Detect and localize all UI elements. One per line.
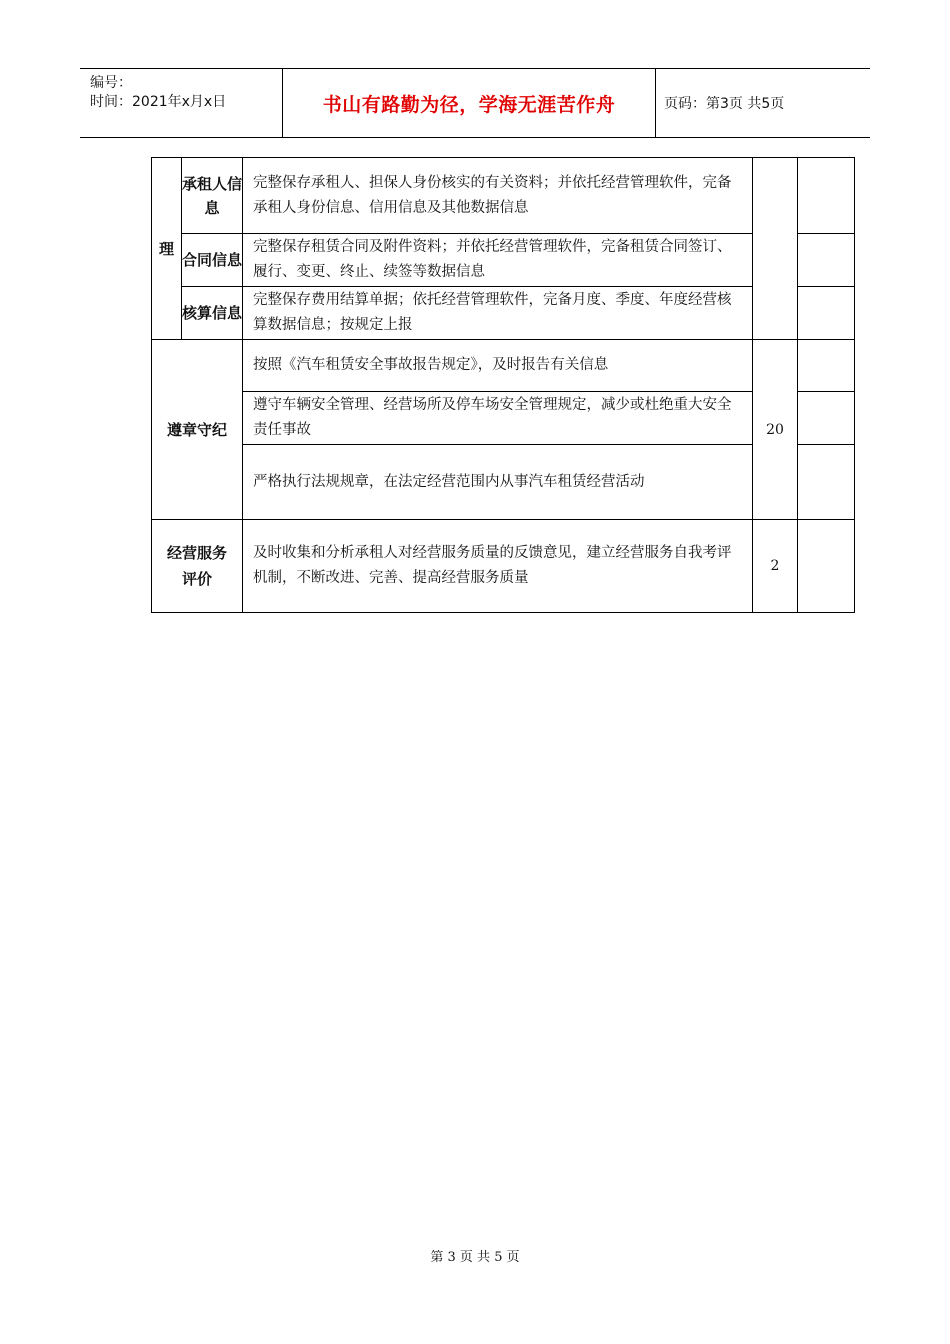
subcategory-cell: 核算信息 bbox=[182, 287, 243, 340]
page-header bbox=[80, 68, 870, 138]
subcategory-cell: 合同信息 bbox=[182, 234, 243, 287]
description-cell: 完整保存租赁合同及附件资料；并依托经营管理软件，完备租赁合同签订、履行、变更、终止、续签等数据信息 bbox=[243, 234, 753, 287]
description-cell: 完整保存费用结算单据；依托经营管理软件，完备月度、季度、年度经营核算数据信息；按规定上报 bbox=[243, 287, 753, 340]
result-cell bbox=[798, 520, 855, 613]
result-cell bbox=[798, 287, 855, 340]
table-row bbox=[152, 340, 855, 392]
result-cell bbox=[798, 340, 855, 392]
result-cell bbox=[798, 445, 855, 520]
category-cell: 理 bbox=[152, 158, 182, 340]
table-row bbox=[152, 520, 855, 613]
result-cell bbox=[798, 158, 855, 234]
header-page-cell bbox=[656, 69, 870, 137]
category-cell: 经营服务评价 bbox=[152, 520, 243, 613]
description-cell: 及时收集和分析承租人对经营服务质量的反馈意见，建立经营服务自我考评机制，不断改进、完善、提高经营服务质量 bbox=[243, 520, 753, 613]
description-cell: 遵守车辆安全管理、经营场所及停车场安全管理规定，减少或杜绝重大安全责任事故 bbox=[243, 392, 753, 445]
assessment-table bbox=[151, 157, 855, 613]
time-label: 时间：2021年x月x日 bbox=[90, 94, 227, 110]
table-row bbox=[152, 445, 855, 520]
header-motto-cell bbox=[282, 69, 656, 137]
header-meta bbox=[80, 69, 282, 137]
table-row bbox=[152, 287, 855, 340]
description-cell: 严格执行法规规章，在法定经营范围内从事汽车租赁经营活动 bbox=[243, 445, 753, 520]
page-label: 页码：第3页 共5页 bbox=[664, 96, 785, 112]
motto: 书山有路勤为径，学海无涯苦作舟 bbox=[322, 93, 616, 116]
score-cell: 2 bbox=[753, 520, 798, 613]
table-row bbox=[152, 392, 855, 445]
result-cell bbox=[798, 234, 855, 287]
subcategory-cell: 承租人信息 bbox=[182, 158, 243, 234]
score-cell bbox=[753, 158, 798, 340]
table-row bbox=[152, 234, 855, 287]
description-cell: 按照《汽车租赁安全事故报告规定》，及时报告有关信息 bbox=[243, 340, 753, 392]
score-cell: 20 bbox=[753, 340, 798, 520]
description-cell: 完整保存承租人、担保人身份核实的有关资料；并依托经营管理软件，完备承租人身份信息、信用信息及其他数据信息 bbox=[243, 158, 753, 234]
category-cell: 遵章守纪 bbox=[152, 340, 243, 520]
table-row bbox=[152, 158, 855, 234]
code-label: 编号： bbox=[90, 75, 132, 91]
result-cell bbox=[798, 392, 855, 445]
page-footer: 第 3 页 共 5 页 bbox=[430, 1250, 520, 1265]
